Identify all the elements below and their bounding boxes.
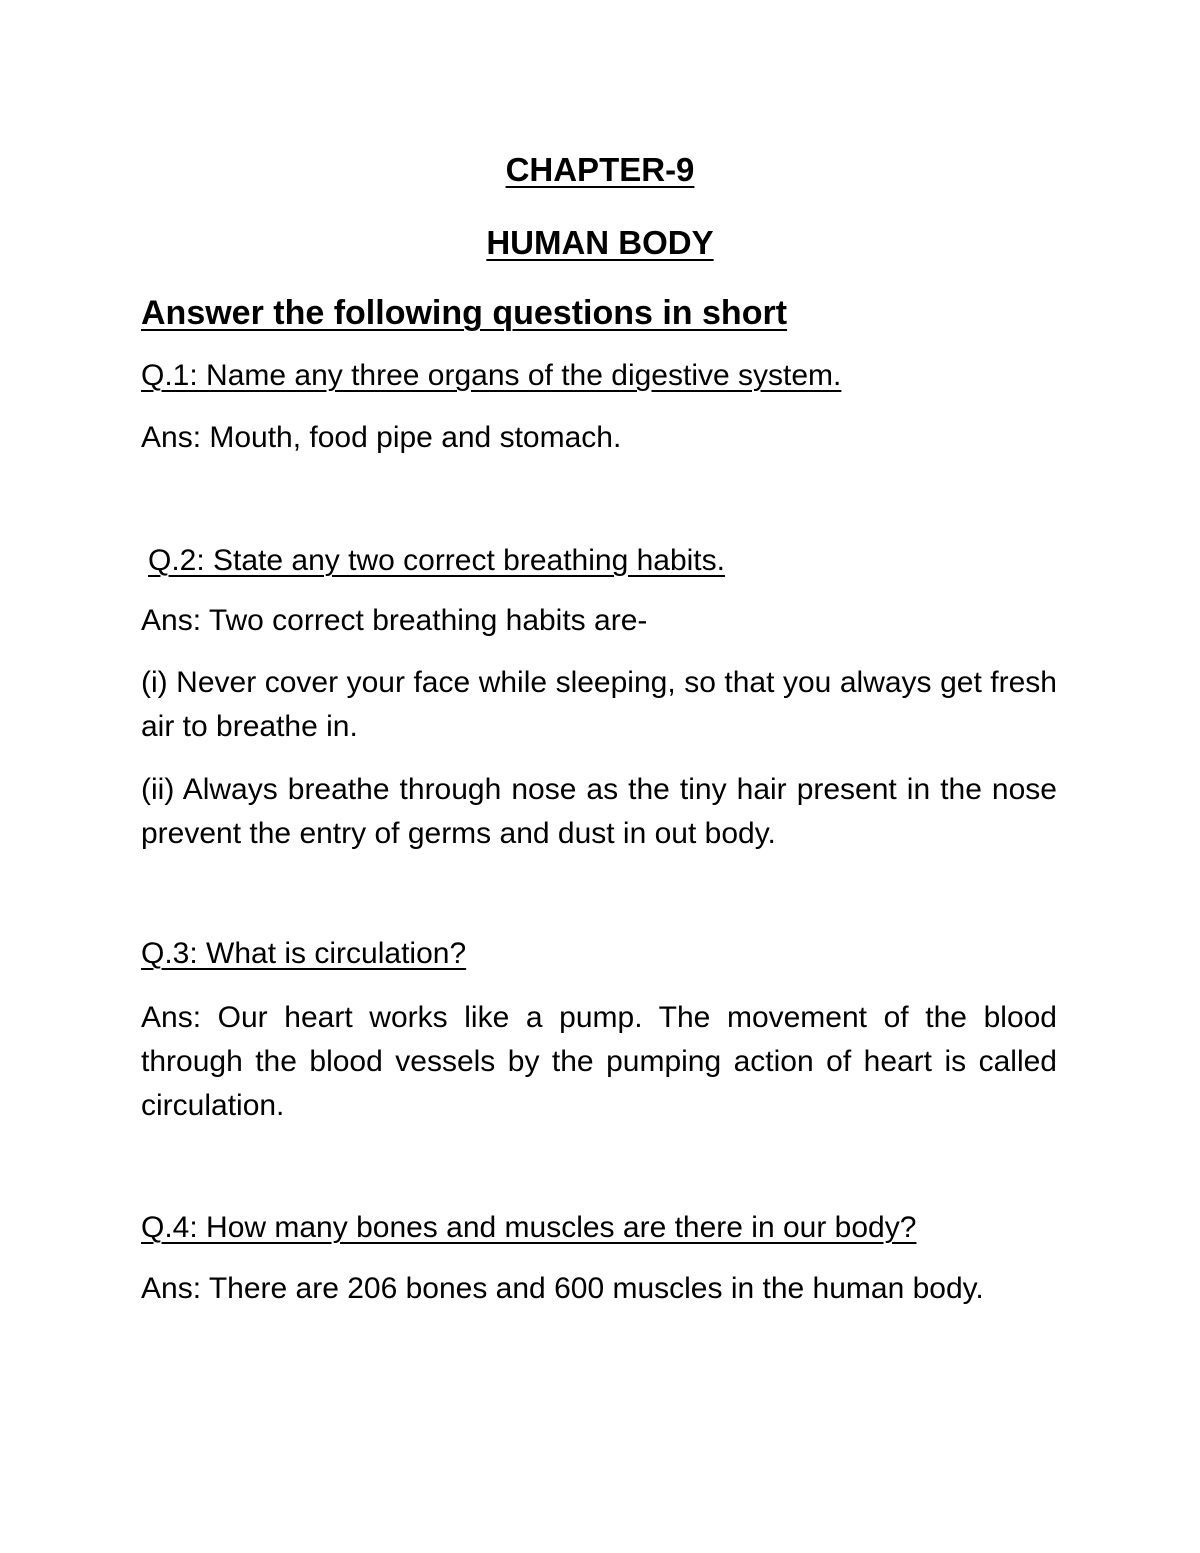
question-4: Q.4: How many bones and muscles are there in our body? — [141, 1211, 917, 1244]
answer-3: Ans: Our heart works like a pump. The movement of the blood through the blood vessels by the pumping action of heart is called circulation. — [141, 1001, 1057, 1122]
page-title: HUMAN BODY — [486, 224, 714, 261]
chapter-heading: CHAPTER-9 — [505, 151, 695, 188]
answer-4: Ans: There are 206 bones and 600 muscles in the human body. — [141, 1272, 984, 1305]
answer-2-point-1: (i) Never cover your face while sleeping, so that you always get fresh air to breathe in. — [141, 666, 1057, 743]
answer-1: Ans: Mouth, food pipe and stomach. — [141, 421, 622, 454]
question-3: Q.3: What is circulation? — [141, 937, 467, 970]
instruction-heading: Answer the following questions in short — [141, 294, 788, 332]
question-1: Q.1: Name any three organs of the digestive system. — [141, 359, 842, 392]
answer-2-intro: Ans: Two correct breathing habits are- — [141, 604, 648, 637]
question-2: Q.2: State any two correct breathing habits. — [148, 544, 725, 577]
answer-2-point-2: (ii) Always breathe through nose as the tiny hair present in the nose prevent the entry of germs and dust in out body. — [141, 773, 1091, 850]
